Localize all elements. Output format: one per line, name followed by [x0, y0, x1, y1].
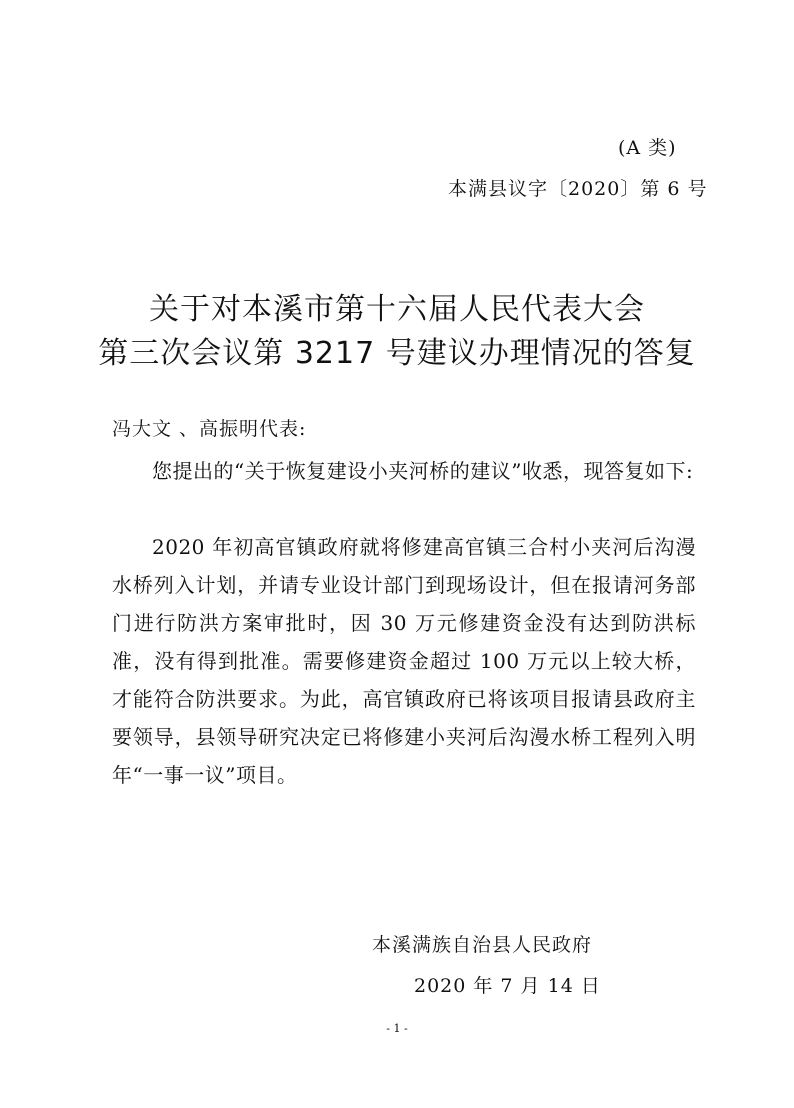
- document-category: (A 类): [618, 137, 677, 159]
- salutation: 冯大文 、高振明代表:: [112, 418, 307, 440]
- document-number: 本满县议字〔2020〕第 6 号: [448, 178, 708, 200]
- document-title-line-2: 第三次会议第 3217 号建议办理情况的答复: [98, 336, 696, 371]
- page-number: - 1 -: [386, 1022, 408, 1035]
- signing-organization: 本溪满族自治县人民政府: [372, 934, 593, 956]
- body-paragraph-2: 2020 年初高官镇政府就将修建高官镇三合村小夹河后沟漫水桥列入计划，并请专业设计部门到现场设计，但在报请河务部门进行防洪方案审批时，因 30 万元修建资金没有达到防洪标准，没有得到批准。需要修建资金超过 100 万元以上较大桥，才能符合防洪要求。为此，高官镇政府已将该项目报请县政府主要领导，县领导研究决定已将修建小夹河后沟漫水桥工程列入明年“一事一议”项目。: [112, 535, 696, 787]
- document-title-line-1: 关于对本溪市第十六届人民代表大会: [149, 292, 645, 327]
- body-paragraph-1: 您提出的“关于恢复建设小夹河桥的建议”收悉，现答复如下:: [152, 459, 694, 483]
- signing-date: 2020 年 7 月 14 日: [414, 975, 601, 997]
